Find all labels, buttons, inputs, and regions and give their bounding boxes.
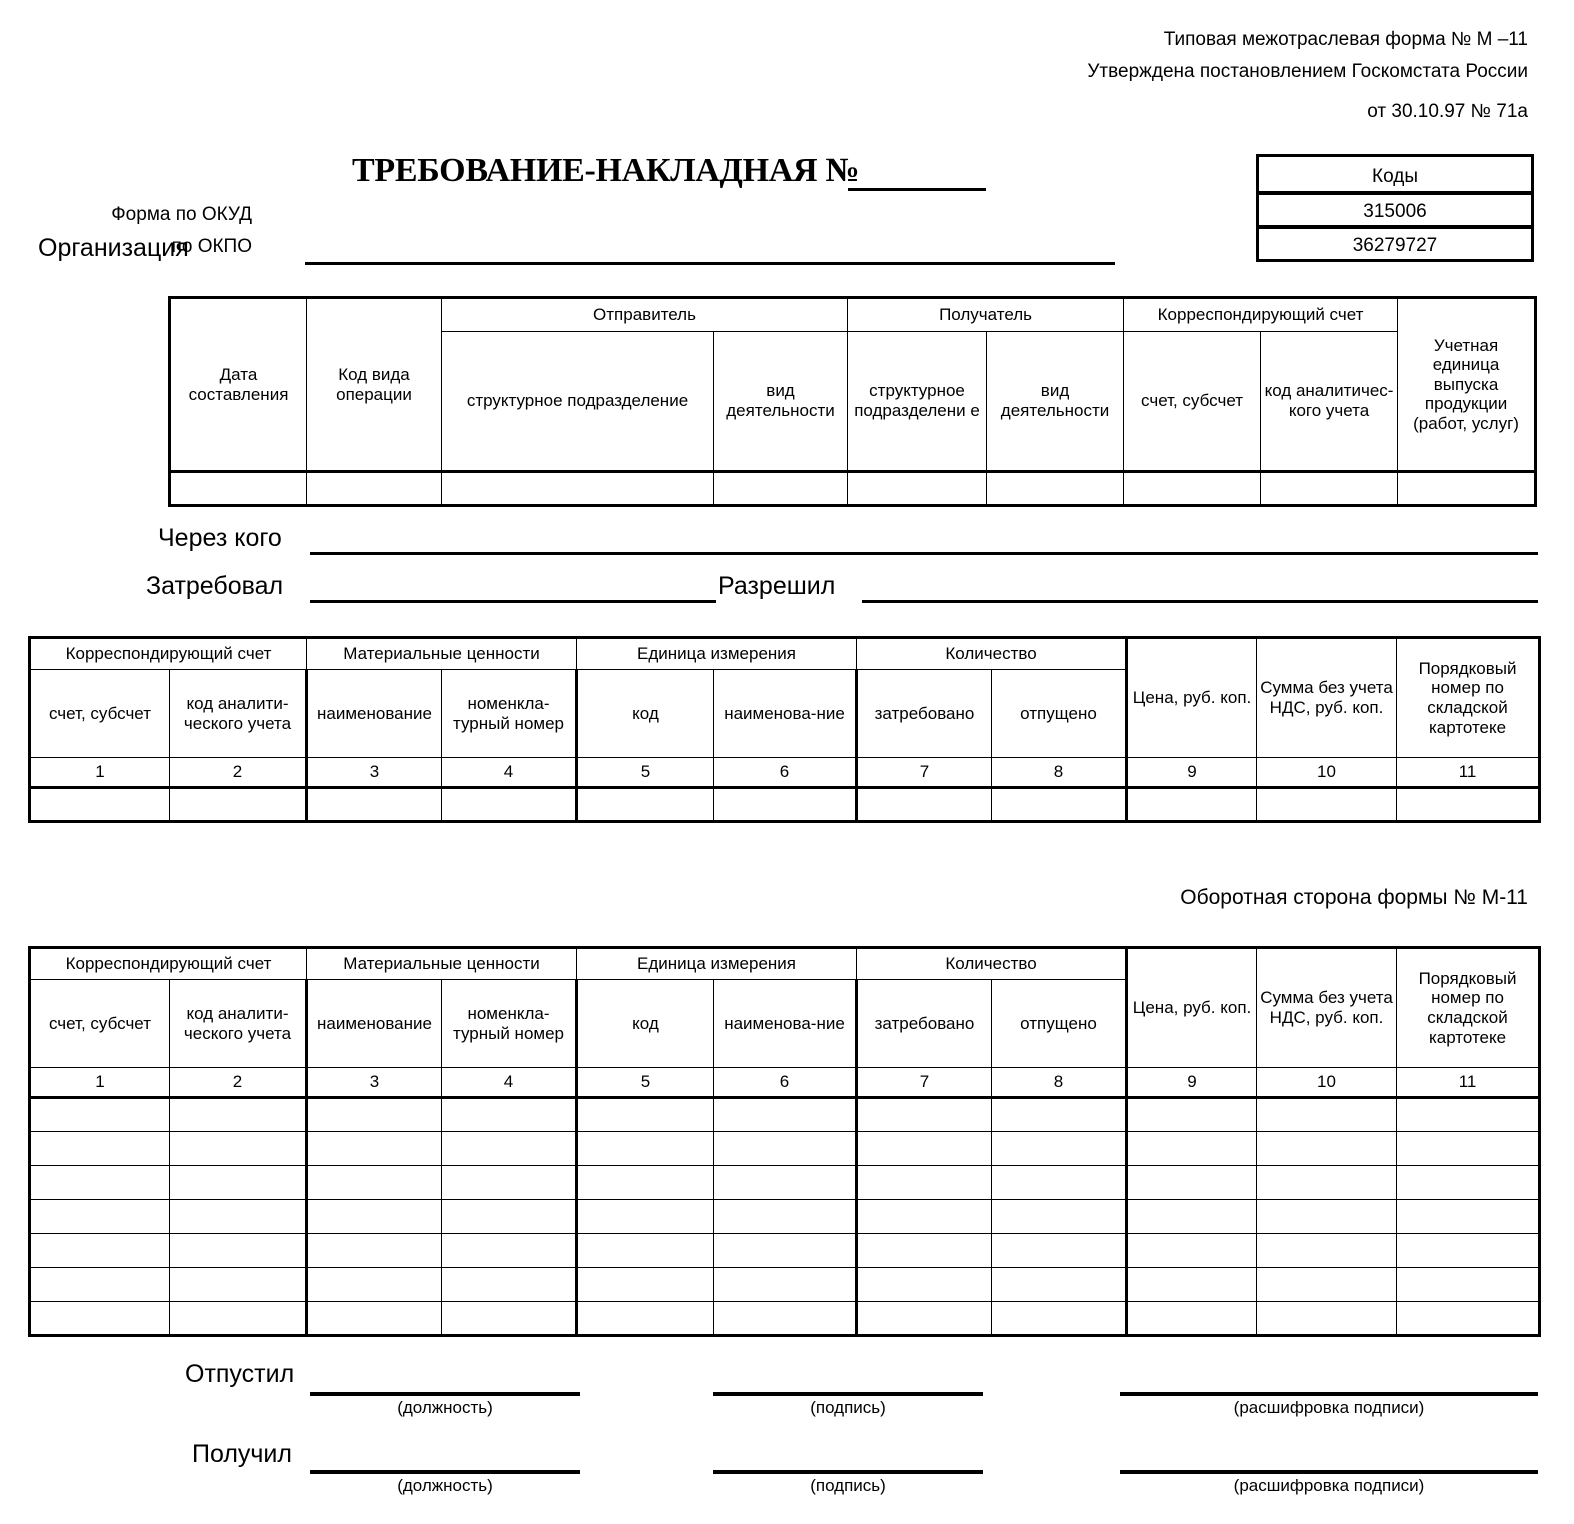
colnum-5: 5 bbox=[577, 758, 714, 788]
col-sender-division: структурное подразделение bbox=[442, 332, 714, 472]
cell-material-name[interactable] bbox=[307, 1268, 442, 1302]
cell-unit-code[interactable] bbox=[577, 1200, 714, 1234]
col-analytic-code: код аналити-ческого учета bbox=[170, 670, 307, 758]
cell-account-subaccount[interactable] bbox=[30, 1132, 170, 1166]
cell-analytic-code[interactable] bbox=[1261, 472, 1398, 506]
issued-signature-input[interactable] bbox=[713, 1392, 983, 1396]
cell-requested-qty[interactable] bbox=[857, 1302, 992, 1336]
col-price: Цена, руб. коп. bbox=[1127, 948, 1257, 1068]
table-row[interactable] bbox=[30, 1302, 1540, 1336]
col-requested-qty: затребовано bbox=[857, 670, 992, 758]
cell-analytic-code[interactable] bbox=[170, 1268, 307, 1302]
cell-card-index-number[interactable] bbox=[1397, 1200, 1540, 1234]
form-type-note: Типовая межотраслевая форма № М –11 bbox=[1163, 29, 1528, 50]
table-row[interactable] bbox=[170, 472, 1536, 506]
col-sender-activity: вид деятельности bbox=[714, 332, 848, 472]
cell-issued-qty[interactable] bbox=[992, 1302, 1127, 1336]
organization-input[interactable] bbox=[305, 262, 1115, 265]
colnum-3: 3 bbox=[307, 758, 442, 788]
col-requested-qty: затребовано bbox=[857, 980, 992, 1068]
colnum-1: 1 bbox=[30, 758, 170, 788]
col-accounting-unit: Учетная единица выпуска продукции (работ, услуг) bbox=[1398, 298, 1536, 472]
cell-analytic-code[interactable] bbox=[170, 1098, 307, 1132]
col-receiver-activity: вид деятельности bbox=[987, 332, 1124, 472]
col-receiver-division: структурное подразделени е bbox=[848, 332, 987, 472]
cell-unit-name[interactable] bbox=[714, 1132, 857, 1166]
cell-unit-code[interactable] bbox=[577, 1234, 714, 1268]
cell-unit-name[interactable] bbox=[714, 1200, 857, 1234]
cell-receiver-activity[interactable] bbox=[987, 472, 1124, 506]
table-row[interactable] bbox=[30, 1098, 1540, 1132]
col-price: Цена, руб. коп. bbox=[1127, 638, 1257, 758]
group-quantity: Количество bbox=[857, 638, 1127, 670]
group-corresponding-account: Корреспондирующий счет bbox=[30, 948, 307, 980]
cell-requested-qty[interactable] bbox=[857, 1166, 992, 1200]
cell-price[interactable] bbox=[1127, 1132, 1257, 1166]
colnum-7: 7 bbox=[857, 758, 992, 788]
issued-position-caption: (должность) bbox=[397, 1398, 493, 1417]
cell-price[interactable] bbox=[1127, 1302, 1257, 1336]
group-quantity: Количество bbox=[857, 948, 1127, 980]
colnum-2: 2 bbox=[170, 1068, 307, 1098]
cell-nomenclature-number[interactable] bbox=[442, 1098, 577, 1132]
table-row[interactable] bbox=[30, 1166, 1540, 1200]
group-material-values: Материальные ценности bbox=[307, 638, 577, 670]
approval-note: Утверждена постановлением Госкомстата России bbox=[1087, 61, 1528, 82]
organization-label: Организация bbox=[38, 234, 189, 262]
cell-sum-no-vat[interactable] bbox=[1257, 1268, 1397, 1302]
cell-card-index-number[interactable] bbox=[1397, 788, 1540, 822]
cell-sender-activity[interactable] bbox=[714, 472, 848, 506]
col-unit-code: код bbox=[577, 980, 714, 1068]
group-receiver: Получатель bbox=[848, 298, 1124, 332]
cell-account-subaccount[interactable] bbox=[30, 1166, 170, 1200]
cell-issued-qty[interactable] bbox=[992, 1098, 1127, 1132]
received-position-caption: (должность) bbox=[397, 1476, 493, 1495]
group-sender: Отправитель bbox=[442, 298, 848, 332]
col-sum-no-vat: Сумма без учета НДС, руб. коп. bbox=[1257, 638, 1397, 758]
cell-operation-code[interactable] bbox=[307, 472, 442, 506]
cell-sum-no-vat[interactable] bbox=[1257, 1098, 1397, 1132]
issued-transcript-caption: (расшифровка подписи) bbox=[1233, 1398, 1425, 1417]
col-unit-code: код bbox=[577, 670, 714, 758]
cell-price[interactable] bbox=[1127, 1268, 1257, 1302]
back-side-caption: Оборотная сторона формы № М-11 bbox=[1180, 886, 1528, 909]
approval-date-note: от 30.10.97 № 71а bbox=[1367, 101, 1528, 122]
cell-card-index-number[interactable] bbox=[1397, 1302, 1540, 1336]
materials-table-back bbox=[28, 946, 1541, 1337]
cell-material-name[interactable] bbox=[307, 1166, 442, 1200]
table-row[interactable] bbox=[30, 1200, 1540, 1234]
cell-account-subaccount[interactable] bbox=[30, 1268, 170, 1302]
cell-nomenclature-number[interactable] bbox=[442, 1268, 577, 1302]
col-unit-name: наименова-ние bbox=[714, 980, 857, 1068]
group-corresponding-account: Корреспондирующий счет bbox=[1124, 298, 1398, 332]
received-position-input[interactable] bbox=[310, 1470, 580, 1474]
col-nomenclature-number: номенкла-турный номер bbox=[442, 670, 577, 758]
cell-card-index-number[interactable] bbox=[1397, 1268, 1540, 1302]
cell-account-subaccount[interactable] bbox=[30, 1098, 170, 1132]
cell-unit-name[interactable] bbox=[714, 1268, 857, 1302]
cell-unit-name[interactable] bbox=[714, 1166, 857, 1200]
received-signature-input[interactable] bbox=[713, 1470, 983, 1474]
cell-issued-qty[interactable] bbox=[992, 1166, 1127, 1200]
colnum-9: 9 bbox=[1127, 1068, 1257, 1098]
cell-sender-division[interactable] bbox=[442, 472, 714, 506]
cell-material-name[interactable] bbox=[307, 1234, 442, 1268]
colnum-9: 9 bbox=[1127, 758, 1257, 788]
col-account-subaccount: счет, субсчет bbox=[30, 670, 170, 758]
colnum-2: 2 bbox=[170, 758, 307, 788]
cell-price[interactable] bbox=[1127, 788, 1257, 822]
colnum-11: 11 bbox=[1397, 1068, 1540, 1098]
colnum-5: 5 bbox=[577, 1068, 714, 1098]
issued-position-input[interactable] bbox=[310, 1392, 580, 1396]
col-analytic-code: код аналити-ческого учета bbox=[170, 980, 307, 1068]
cell-date[interactable] bbox=[170, 472, 307, 506]
colnum-8: 8 bbox=[992, 758, 1127, 788]
cell-issued-qty[interactable] bbox=[992, 1268, 1127, 1302]
cell-unit-code[interactable] bbox=[577, 788, 714, 822]
cell-material-name[interactable] bbox=[307, 1200, 442, 1234]
cell-unit-code[interactable] bbox=[577, 1268, 714, 1302]
cell-nomenclature-number[interactable] bbox=[442, 788, 577, 822]
cell-price[interactable] bbox=[1127, 1234, 1257, 1268]
cell-issued-qty[interactable] bbox=[992, 1200, 1127, 1234]
cell-issued-qty[interactable] bbox=[992, 1132, 1127, 1166]
group-unit-of-measure: Единица измерения bbox=[577, 948, 857, 980]
cell-analytic-code[interactable] bbox=[170, 1166, 307, 1200]
col-date: Дата составления bbox=[170, 298, 307, 472]
received-by-label: Получил bbox=[192, 1440, 292, 1468]
cell-card-index-number[interactable] bbox=[1397, 1098, 1540, 1132]
cell-card-index-number[interactable] bbox=[1397, 1234, 1540, 1268]
table-row[interactable] bbox=[30, 1132, 1540, 1166]
table-row[interactable] bbox=[30, 788, 1540, 822]
through-whom-input[interactable] bbox=[310, 552, 1538, 555]
cell-nomenclature-number[interactable] bbox=[442, 1302, 577, 1336]
cell-receiver-division[interactable] bbox=[848, 472, 987, 506]
col-analytic-code: код аналитичес-кого учета bbox=[1261, 332, 1398, 472]
requested-by-input[interactable] bbox=[310, 600, 716, 603]
cell-material-name[interactable] bbox=[307, 1302, 442, 1336]
cell-issued-qty[interactable] bbox=[992, 788, 1127, 822]
colnum-11: 11 bbox=[1397, 758, 1540, 788]
group-material-values: Материальные ценности bbox=[307, 948, 577, 980]
cell-account-subaccount[interactable] bbox=[1124, 472, 1261, 506]
cell-nomenclature-number[interactable] bbox=[442, 1234, 577, 1268]
col-account-subaccount: счет, субсчет bbox=[1124, 332, 1261, 472]
cell-requested-qty[interactable] bbox=[857, 788, 992, 822]
okud-value[interactable]: 315006 bbox=[1256, 194, 1534, 228]
col-unit-name: наименова-ние bbox=[714, 670, 857, 758]
cell-analytic-code[interactable] bbox=[170, 1234, 307, 1268]
cell-price[interactable] bbox=[1127, 1098, 1257, 1132]
issued-transcript-input[interactable] bbox=[1120, 1392, 1538, 1396]
col-card-index-number: Порядковый номер по складской картотеке bbox=[1397, 638, 1540, 758]
cell-issued-qty[interactable] bbox=[992, 1234, 1127, 1268]
cell-sum-no-vat[interactable] bbox=[1257, 1200, 1397, 1234]
requested-by-label: Затребовал bbox=[146, 572, 284, 600]
col-material-name: наименование bbox=[307, 670, 442, 758]
cell-nomenclature-number[interactable] bbox=[442, 1166, 577, 1200]
cell-sum-no-vat[interactable] bbox=[1257, 788, 1397, 822]
cell-analytic-code[interactable] bbox=[170, 1200, 307, 1234]
cell-account-subaccount[interactable] bbox=[30, 1234, 170, 1268]
allowed-by-input[interactable] bbox=[862, 600, 1538, 603]
cell-account-subaccount[interactable] bbox=[30, 1302, 170, 1336]
cell-material-name[interactable] bbox=[307, 1132, 442, 1166]
cell-requested-qty[interactable] bbox=[857, 1234, 992, 1268]
okpo-label: по ОКПО bbox=[171, 236, 252, 257]
cell-unit-name[interactable] bbox=[714, 1302, 857, 1336]
col-nomenclature-number: номенкла-турный номер bbox=[442, 980, 577, 1068]
cell-analytic-code[interactable] bbox=[170, 1302, 307, 1336]
cell-requested-qty[interactable] bbox=[857, 1132, 992, 1166]
cell-card-index-number[interactable] bbox=[1397, 1132, 1540, 1166]
cell-requested-qty[interactable] bbox=[857, 1098, 992, 1132]
colnum-6: 6 bbox=[714, 758, 857, 788]
cell-price[interactable] bbox=[1127, 1200, 1257, 1234]
colnum-10: 10 bbox=[1257, 758, 1397, 788]
cell-unit-code[interactable] bbox=[577, 1132, 714, 1166]
cell-analytic-code[interactable] bbox=[170, 788, 307, 822]
cell-accounting-unit[interactable] bbox=[1398, 472, 1536, 506]
cell-unit-name[interactable] bbox=[714, 1098, 857, 1132]
cell-unit-code[interactable] bbox=[577, 1166, 714, 1200]
okpo-value[interactable]: 36279727 bbox=[1256, 228, 1534, 262]
table-row[interactable] bbox=[30, 1234, 1540, 1268]
through-whom-label: Через кого bbox=[158, 524, 282, 552]
cell-sum-no-vat[interactable] bbox=[1257, 1132, 1397, 1166]
cell-sum-no-vat[interactable] bbox=[1257, 1166, 1397, 1200]
colnum-3: 3 bbox=[307, 1068, 442, 1098]
cell-material-name[interactable] bbox=[307, 788, 442, 822]
col-issued-qty: отпущено bbox=[992, 980, 1127, 1068]
cell-sum-no-vat[interactable] bbox=[1257, 1234, 1397, 1268]
codes-heading: Коды bbox=[1256, 154, 1534, 194]
cell-unit-name[interactable] bbox=[714, 1234, 857, 1268]
cell-unit-code[interactable] bbox=[577, 1098, 714, 1132]
materials-table-front bbox=[28, 636, 1541, 823]
group-corresponding-account: Корреспондирующий счет bbox=[30, 638, 307, 670]
cell-unit-name[interactable] bbox=[714, 788, 857, 822]
cell-material-name[interactable] bbox=[307, 1098, 442, 1132]
issued-by-label: Отпустил bbox=[185, 1360, 295, 1388]
colnum-4: 4 bbox=[442, 758, 577, 788]
column-number-row bbox=[30, 1068, 1540, 1098]
colnum-8: 8 bbox=[992, 1068, 1127, 1098]
group-unit-of-measure: Единица измерения bbox=[577, 638, 857, 670]
document-number-field[interactable] bbox=[848, 188, 986, 191]
cell-requested-qty[interactable] bbox=[857, 1268, 992, 1302]
shipment-table bbox=[168, 296, 1537, 507]
received-transcript-caption: (расшифровка подписи) bbox=[1233, 1476, 1425, 1495]
col-issued-qty: отпущено bbox=[992, 670, 1127, 758]
col-operation-code: Код вида операции bbox=[307, 298, 442, 472]
cell-nomenclature-number[interactable] bbox=[442, 1200, 577, 1234]
cell-unit-code[interactable] bbox=[577, 1302, 714, 1336]
cell-analytic-code[interactable] bbox=[170, 1132, 307, 1166]
received-signature-caption: (подпись) bbox=[810, 1476, 886, 1495]
cell-sum-no-vat[interactable] bbox=[1257, 1302, 1397, 1336]
codes-box bbox=[1256, 154, 1534, 262]
cell-requested-qty[interactable] bbox=[857, 1200, 992, 1234]
colnum-7: 7 bbox=[857, 1068, 992, 1098]
cell-account-subaccount[interactable] bbox=[30, 1200, 170, 1234]
okud-label: Форма по ОКУД bbox=[111, 204, 252, 225]
col-material-name: наименование bbox=[307, 980, 442, 1068]
issued-signature-caption: (подпись) bbox=[810, 1398, 886, 1417]
column-number-row bbox=[30, 758, 1540, 788]
colnum-6: 6 bbox=[714, 1068, 857, 1098]
colnum-10: 10 bbox=[1257, 1068, 1397, 1098]
col-account-subaccount: счет, субсчет bbox=[30, 980, 170, 1068]
colnum-1: 1 bbox=[30, 1068, 170, 1098]
cell-nomenclature-number[interactable] bbox=[442, 1132, 577, 1166]
col-card-index-number: Порядковый номер по складской картотеке bbox=[1397, 948, 1540, 1068]
cell-card-index-number[interactable] bbox=[1397, 1166, 1540, 1200]
cell-price[interactable] bbox=[1127, 1166, 1257, 1200]
allowed-by-label: Разрешил bbox=[718, 572, 836, 600]
page-title: ТРЕБОВАНИЕ-НАКЛАДНАЯ № bbox=[352, 152, 860, 189]
received-transcript-input[interactable] bbox=[1120, 1470, 1538, 1474]
table-row[interactable] bbox=[30, 1268, 1540, 1302]
colnum-4: 4 bbox=[442, 1068, 577, 1098]
cell-account-subaccount[interactable] bbox=[30, 788, 170, 822]
col-sum-no-vat: Сумма без учета НДС, руб. коп. bbox=[1257, 948, 1397, 1068]
